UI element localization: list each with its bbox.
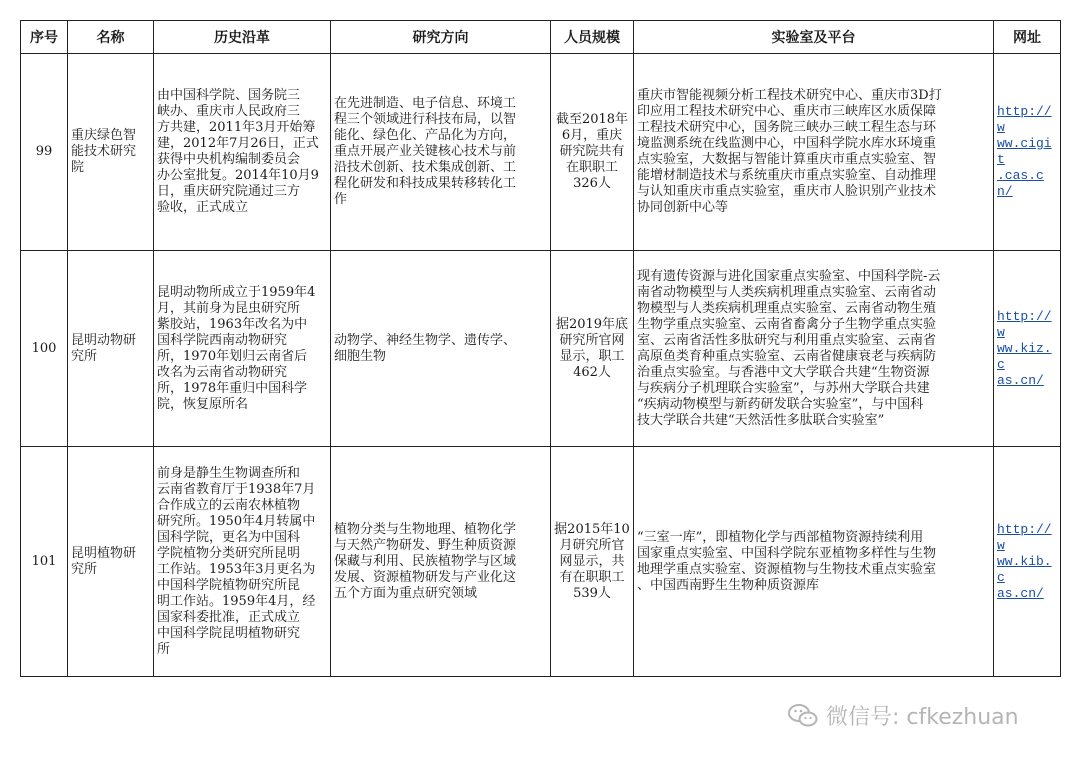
cell-staff: 据2015年10 月研究所官 网显示，共 有在职职工 539人 xyxy=(551,447,634,677)
cell-staff: 据2019年底 研究所官网 显示，职工 462人 xyxy=(551,251,634,447)
header-url: 网址 xyxy=(994,21,1061,54)
cell-direction: 植物分类与生物地理、植物化学 与天然产物研发、野生种质资源 保藏与利用、民族植物学与区域 发展、资源植物研发与产业化这 五个方面为重点研究领域 xyxy=(331,447,551,677)
cell-url-link[interactable]: http://w ww.cigit .cas.cn/ xyxy=(994,54,1061,251)
table-row xyxy=(21,54,1061,251)
table-row xyxy=(21,447,1061,677)
cell-name: 昆明动物研 究所 xyxy=(68,251,154,447)
cell-name: 重庆绿色智 能技术研究 院 xyxy=(68,54,154,251)
table-row xyxy=(21,251,1061,447)
header-no: 序号 xyxy=(21,21,68,54)
cell-direction: 在先进制造、电子信息、环境工 程三个领域进行科技布局，以智 能化、绿色化、产品化为方向， 重点开展产业关键核心技术与前 沿技术创新、技术集成创新、工 程化研发和科技成果转移转化工 作 xyxy=(331,54,551,251)
header-labs: 实验室及平台 xyxy=(634,21,994,54)
cell-history: 前身是静生生物调查所和 云南省教育厅于1938年7月 合作成立的云南农林植物 研究所。1950年4月转属中 国科学院，更名为中国科 学院植物分类研究所昆明 工作站。1953年3月更名为 中国科学院植物研究所昆 明工作站。1959年4月，经 国家科委批准，正式成立 中国科学院昆明植物研究 所 xyxy=(154,447,331,677)
cell-url-link[interactable]: http://w ww.kib.c as.cn/ xyxy=(994,447,1061,677)
watermark-text: 微信号: cfkezhuan xyxy=(826,705,1019,730)
wechat-watermark xyxy=(788,700,1019,731)
header-row xyxy=(21,21,1061,54)
wechat-icon xyxy=(788,703,818,729)
header-history: 历史沿革 xyxy=(154,21,331,54)
cell-history: 由中国科学院、国务院三 峡办、重庆市人民政府三 方共建，2011年3月开始筹 建，2012年7月26日，正式 获得中央机构编制委员会 办公室批复。2014年10月9 日，重庆研究院通过三方 验收，正式成立 xyxy=(154,54,331,251)
header-name: 名称 xyxy=(68,21,154,54)
cell-no: 100 xyxy=(21,251,68,447)
cell-history: 昆明动物所成立于1959年4 月，其前身为昆虫研究所 紫胶站，1963年改名为中 国科学院西南动物研究 所，1970年划归云南省后 改名为云南省动物研究 所，1978年重归中国科学 院，恢复原所名 xyxy=(154,251,331,447)
header-staff: 人员规模 xyxy=(551,21,634,54)
cell-labs: 现有遗传资源与进化国家重点实验室、中国科学院-云 南省动物模型与人类疾病机理重点实验室、云南省动 物模型与人类疾病机理重点实验室、云南省动物生殖 生物学重点实验室、云南省畜禽分子生物学重点实验 室、云南省活性多肽研究与利用重点实验室、云南省 高原鱼类育种重点实验室、云南省健康衰老与疾病防 治重点实验室。与香港中文大学联合共建“生物资源 与疾病分子机理联合实验室”，与苏州大学联合共建 “疾病动物模型与新药研发联合实验室”，与中国科 技大学联合共建“天然活性多肽联合实验室” xyxy=(634,251,994,447)
cell-no: 99 xyxy=(21,54,68,251)
cell-staff: 截至2018年 6月，重庆 研究院共有 在职职工 326人 xyxy=(551,54,634,251)
header-direction: 研究方向 xyxy=(331,21,551,54)
cell-name: 昆明植物研 究所 xyxy=(68,447,154,677)
cell-url-link[interactable]: http://w ww.kiz.c as.cn/ xyxy=(994,251,1061,447)
cell-labs: “三室一库”，即植物化学与西部植物资源持续利用 国家重点实验室、中国科学院东亚植物多样性与生物 地理学重点实验室、资源植物与生物技术重点实验室 、中国西南野生生物种质资源库 xyxy=(634,447,994,677)
cell-direction: 动物学、神经生物学、遗传学、 细胞生物 xyxy=(331,251,551,447)
cell-labs: 重庆市智能视频分析工程技术研究中心、重庆市3D打 印应用工程技术研究中心、重庆市三峡库区水质保障 工程技术研究中心，国务院三峡办三峡工程生态与环 境监测系统在线监测中心，中国科学院水库水环境重 点实验室，大数据与智能计算重庆市重点实验室、智 能增材制造技术与系统重庆市重点实验室、自动推理 与认知重庆市重点实验室，重庆市人脸识别产业技术 协同创新中心等 xyxy=(634,54,994,251)
cell-no: 101 xyxy=(21,447,68,677)
institutes-table xyxy=(20,20,1061,677)
